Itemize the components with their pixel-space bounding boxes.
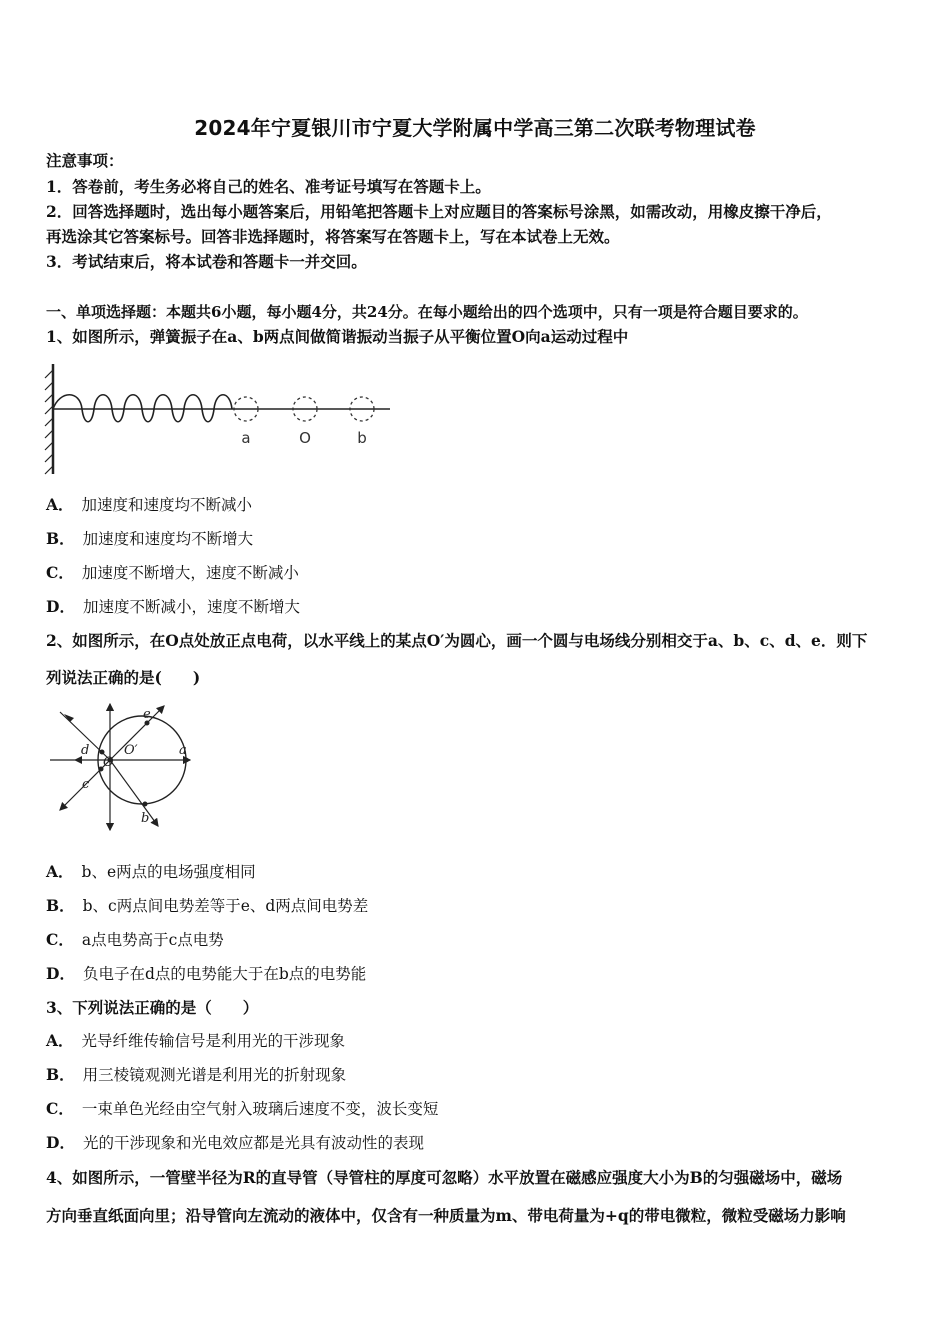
q2-stem-line2: 列说法正确的是( ) xyxy=(46,668,201,687)
electric-field-figure xyxy=(46,702,196,832)
q2-option-d[interactable]: D． 负电子在d点的电势能大于在b点的电势能 xyxy=(46,964,367,983)
q3-stem: 3、下列说法正确的是（ ） xyxy=(46,998,259,1017)
q3-option-b[interactable]: B． 用三棱镜观测光谱是利用光的折射现象 xyxy=(46,1065,347,1084)
spring-oscillator-figure xyxy=(40,360,400,478)
notice-item-2-cont: 再选涂其它答案标号。回答非选择题时，将答案写在答题卡上，写在本试卷上无效。 xyxy=(46,227,620,246)
q1-option-c[interactable]: C． 加速度不断增大，速度不断减小 xyxy=(46,563,299,582)
q3-option-c[interactable]: C． 一束单色光经由空气射入玻璃后速度不变，波长变短 xyxy=(46,1099,439,1118)
q1-option-a[interactable]: A． 加速度和速度均不断减小 xyxy=(46,495,253,514)
label-d: d xyxy=(81,743,90,758)
field-lines xyxy=(50,704,190,830)
label-o: O xyxy=(299,429,311,447)
notice-item-1: 1．答卷前，考生务必将自己的姓名、准考证号填写在答题卡上。 xyxy=(46,177,491,196)
label-O-prime: O′ xyxy=(124,743,138,758)
label-a: a xyxy=(241,429,251,447)
label-a: a xyxy=(179,743,187,758)
notice-item-3: 3．考试结束后，将本试卷和答题卡一并交回。 xyxy=(46,252,367,271)
section-heading: 一、单项选择题：本题共6小题，每小题4分，共24分。在每小题给出的四个选项中，只有一项是符合题目要求的。 xyxy=(46,303,808,321)
label-c: c xyxy=(82,777,90,792)
label-b: b xyxy=(357,429,367,447)
q1-stem: 1、如图所示，弹簧振子在a、b两点间做简谐振动当振子从平衡位置O向a运动过程中 xyxy=(46,327,629,346)
q2-option-b[interactable]: B． b、c两点间电势差等于e、d两点间电势差 xyxy=(46,896,369,915)
q4-stem-line2: 方向垂直纸面向里；沿导管向左流动的液体中，仅含有一种质量为m、带电荷量为+q的带电微粒，微粒受磁场力影响 xyxy=(46,1206,846,1225)
q2-option-c[interactable]: C． a点电势高于c点电势 xyxy=(46,930,224,949)
q1-option-b[interactable]: B． 加速度和速度均不断增大 xyxy=(46,529,254,548)
notice-item-2: 2．回答选择题时，选出每小题答案后，用铅笔把答题卡上对应题目的答案标号涂黑，如需改动，用橡皮擦干净后， xyxy=(46,202,832,221)
label-e: e xyxy=(143,707,151,722)
page-title: 2024年宁夏银川市宁夏大学附属中学高三第二次联考物理试卷 xyxy=(194,116,756,140)
q2-option-a[interactable]: A． b、e两点的电场强度相同 xyxy=(46,862,256,881)
label-b: b xyxy=(141,811,150,826)
q3-option-d[interactable]: D． 光的干涉现象和光电效应都是光具有波动性的表现 xyxy=(46,1133,424,1152)
q1-option-d[interactable]: D． 加速度不断减小，速度不断增大 xyxy=(46,597,300,616)
label-O: O xyxy=(103,755,114,770)
notice-heading: 注意事项： xyxy=(46,151,124,170)
q2-stem-line1: 2、如图所示，在O点处放正点电荷，以水平线上的某点O′为圆心，画一个圆与电场线分别相交于a、b、c、d、e．则下 xyxy=(46,631,868,650)
q4-stem-line1: 4、如图所示，一管壁半径为R的直导管（导管柱的厚度可忽略）水平放置在磁感应强度大小为B的匀强磁场中，磁场 xyxy=(46,1168,843,1187)
q3-option-a[interactable]: A． 光导纤维传输信号是利用光的干涉现象 xyxy=(46,1031,346,1050)
